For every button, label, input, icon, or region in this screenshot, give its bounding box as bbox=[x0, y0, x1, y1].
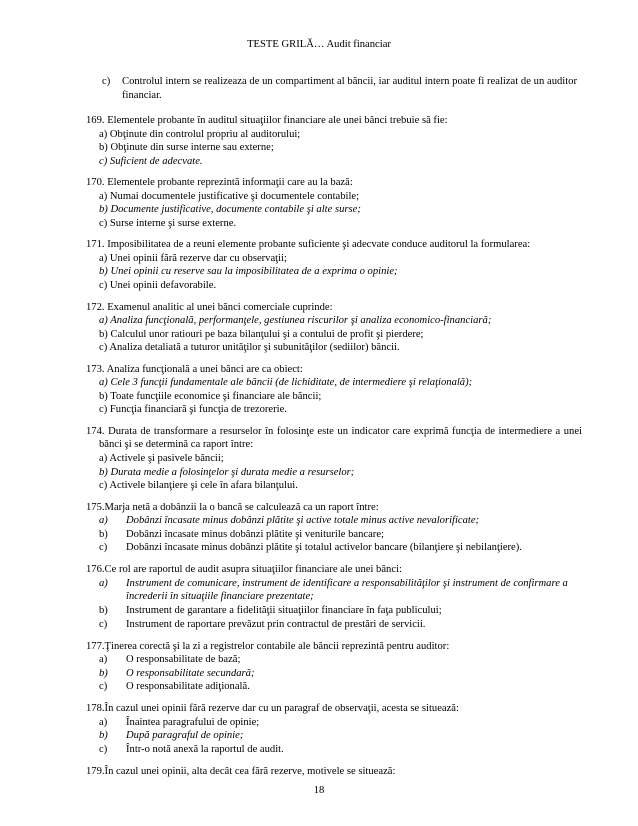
option-label: b) bbox=[99, 730, 108, 742]
question-text: Elementele probante în auditul situaţiilor financiare ale unei bănci trebuie să fie: bbox=[107, 115, 448, 126]
option-label: c) bbox=[99, 743, 108, 755]
question-177 bbox=[86, 640, 582, 694]
option-label: c) bbox=[99, 542, 108, 554]
question-stem bbox=[86, 301, 582, 315]
question-174 bbox=[86, 425, 582, 493]
continued-option bbox=[102, 75, 577, 102]
option-label: a) bbox=[99, 128, 108, 140]
page-number: 18 bbox=[313, 785, 325, 796]
answer-option bbox=[86, 328, 582, 342]
option-label: b) bbox=[99, 266, 108, 278]
answer-option bbox=[86, 604, 582, 618]
question-text: Marja netă a dobânzii la o bancă se calculează ca un raport între: bbox=[104, 501, 379, 513]
option-text: O responsabilitate de bază; bbox=[126, 654, 241, 666]
option-label: b) bbox=[99, 142, 108, 154]
question-179 bbox=[86, 765, 582, 779]
option-label: a) bbox=[99, 252, 108, 264]
question-175 bbox=[86, 501, 582, 555]
question-text: Examenul analitic al unei bănci comerciale cuprinde: bbox=[107, 301, 333, 313]
option-label: a) bbox=[99, 377, 108, 389]
option-label: a) bbox=[99, 515, 108, 527]
answer-option bbox=[86, 667, 582, 681]
question-stem bbox=[86, 702, 582, 716]
question-169 bbox=[86, 114, 582, 168]
answer-option bbox=[86, 203, 582, 217]
answer-option bbox=[86, 279, 582, 293]
answer-option bbox=[86, 314, 582, 328]
question-text: Elementele probante reprezintă informaţii care au la bază: bbox=[107, 177, 353, 189]
option-text: Suficient de adecvate. bbox=[109, 155, 203, 167]
question-stem bbox=[86, 114, 582, 128]
answer-option bbox=[86, 653, 582, 667]
answer-option bbox=[86, 528, 582, 542]
option-text: Funcţia financiară şi funcţia de trezorerie. bbox=[109, 404, 287, 416]
answer-option bbox=[86, 514, 582, 528]
option-text: Obţinute din controlul propriu al auditorului; bbox=[109, 128, 301, 140]
answer-option bbox=[86, 390, 582, 404]
option-label: a) bbox=[99, 315, 108, 327]
question-number: 178. bbox=[86, 703, 105, 715]
question-text: În cazul unei opinii, alta decât cea fără rezerve, motivele se situează: bbox=[104, 765, 396, 777]
answer-option bbox=[86, 376, 582, 390]
option-label: b) bbox=[99, 466, 108, 478]
option-text: Unei opinii defavorabile. bbox=[109, 280, 217, 292]
question-176 bbox=[86, 563, 582, 631]
option-label: c) bbox=[99, 280, 108, 292]
option-label: a) bbox=[99, 654, 108, 666]
option-label: a) bbox=[99, 716, 108, 728]
answer-option bbox=[86, 265, 582, 279]
question-stem bbox=[86, 640, 582, 654]
option-text: Obţinute din surse interne sau externe; bbox=[110, 142, 274, 154]
option-text: Dobânzi încasate minus dobânzi plătite şi active totale minus active nevalorificate; bbox=[126, 515, 480, 527]
question-text: Imposibilitatea de a reuni elemente probante suficiente şi adecvate conduce auditorul la formularea: bbox=[107, 239, 531, 251]
question-170 bbox=[86, 176, 582, 230]
answer-option bbox=[86, 141, 582, 155]
answer-option bbox=[86, 618, 582, 632]
answer-option bbox=[86, 155, 582, 169]
question-number: 173. bbox=[86, 363, 105, 375]
option-text: După paragraful de opinie; bbox=[126, 730, 244, 742]
question-number: 179. bbox=[86, 765, 105, 777]
answer-option bbox=[86, 541, 582, 555]
question-number: 172. bbox=[86, 301, 105, 313]
question-number: 170. bbox=[86, 177, 105, 189]
option-label: b) bbox=[99, 528, 108, 540]
option-label: c) bbox=[99, 618, 108, 630]
option-text: Activele şi pasivele băncii; bbox=[109, 453, 224, 465]
option-label: c) bbox=[99, 155, 108, 167]
answer-option bbox=[86, 252, 582, 266]
question-number: 174. bbox=[86, 425, 105, 437]
question-text: Analiza funcţională a unei bănci are ca obiect: bbox=[106, 363, 303, 375]
option-text: Numai documentele justificative şi documentele contabile; bbox=[109, 190, 360, 202]
option-text: Unei opinii cu reserve sau la imposibilitatea de a exprima o opinie; bbox=[110, 266, 398, 278]
option-label: a) bbox=[99, 190, 108, 202]
answer-option bbox=[86, 466, 582, 480]
option-text: Controlul intern se realizeaza de un compartiment al băncii, iar auditul intern poate fi realizat de un auditor financiar. bbox=[122, 76, 577, 101]
answer-option bbox=[86, 680, 582, 694]
option-label: c) bbox=[99, 342, 108, 354]
option-label: c) bbox=[99, 681, 108, 693]
running-header: TESTE GRILĂ… Audit financiar bbox=[247, 39, 391, 50]
answer-option bbox=[86, 716, 582, 730]
answer-option bbox=[86, 743, 582, 757]
question-number: 169. bbox=[86, 115, 105, 126]
question-172 bbox=[86, 301, 582, 355]
answer-option bbox=[86, 128, 582, 142]
question-173 bbox=[86, 363, 582, 417]
option-text: Instrument de raportare prevăzut prin contractul de prestări de servicii. bbox=[126, 618, 426, 630]
question-text: În cazul unei opinii fără rezerve dar cu un paragraf de observaţii, acesta se situează: bbox=[104, 703, 459, 715]
question-stem bbox=[86, 176, 582, 190]
option-text: Toate funcţiile economice şi financiare ale băncii; bbox=[110, 390, 322, 402]
answer-option bbox=[86, 190, 582, 204]
question-number: 177. bbox=[86, 640, 105, 652]
answer-option bbox=[86, 479, 582, 493]
option-label: c) bbox=[102, 76, 111, 87]
option-text: O responsabilitate secundară; bbox=[126, 667, 255, 679]
option-text: Calculul unor ratiouri pe baza bilanţului şi a contului de profit şi pierdere; bbox=[110, 328, 424, 340]
option-label: b) bbox=[99, 667, 108, 679]
question-178 bbox=[86, 702, 582, 756]
question-171 bbox=[86, 238, 582, 292]
option-text: Instrument de comunicare, instrument de identificare a responsabilităţilor şi instrument de confirmare a încrederii în situaţiile financiare prezentate; bbox=[126, 577, 568, 603]
option-label: c) bbox=[99, 404, 108, 416]
question-stem bbox=[86, 765, 582, 779]
option-text: Instrument de garantare a fidelităţii situaţiilor financiare în faţa publicului; bbox=[126, 605, 442, 616]
option-label: a) bbox=[99, 453, 108, 465]
option-text: Documente justificative, documente contabile şi alte surse; bbox=[110, 204, 361, 216]
option-label: b) bbox=[99, 328, 108, 340]
option-text: Surse interne şi surse externe. bbox=[109, 217, 237, 229]
option-text: Înaintea paragrafului de opinie; bbox=[126, 716, 260, 728]
question-stem bbox=[86, 238, 582, 252]
option-label: c) bbox=[99, 480, 108, 492]
answer-option bbox=[86, 217, 582, 231]
question-number: 176. bbox=[86, 564, 105, 576]
answer-option bbox=[86, 577, 582, 604]
question-list bbox=[86, 114, 582, 787]
option-label: c) bbox=[99, 217, 108, 229]
option-text: Cele 3 funcţii fundamentale ale băncii (de lichiditate, de intermediere şi relaţională); bbox=[110, 377, 473, 389]
answer-option bbox=[86, 729, 582, 743]
question-number: 171. bbox=[86, 239, 105, 251]
option-text: Analiza funcţională, performanţele, gestiunea riscurilor şi analiza economico-financiară; bbox=[110, 315, 492, 327]
question-stem bbox=[86, 563, 582, 577]
option-text: Durata medie a folosinţelor şi durata medie a resurselor; bbox=[110, 466, 355, 478]
option-text: Analiza detaliată a tuturor unităţilor şi subunităţilor (sediilor) băncii. bbox=[109, 342, 400, 354]
option-text: Unei opinii fără rezerve dar cu observaţii; bbox=[109, 252, 287, 264]
option-text: Dobânzi încasate minus dobânzi plătite şi totalul activelor bancare (bilanţiere şi nebilanţiere). bbox=[126, 542, 522, 554]
answer-option bbox=[86, 452, 582, 466]
option-label: a) bbox=[99, 577, 108, 589]
question-stem bbox=[86, 425, 582, 452]
option-text: O responsabilitate adiţională. bbox=[126, 681, 250, 693]
option-text: Dobânzi încasate minus dobânzi plătite şi veniturile bancare; bbox=[126, 528, 384, 540]
option-text: Într-o notă anexă la raportul de audit. bbox=[126, 743, 284, 755]
question-stem bbox=[86, 363, 582, 377]
question-text: Ce rol are raportul de audit asupra situaţiilor financiare ale unei bănci: bbox=[104, 564, 402, 576]
answer-option bbox=[86, 403, 582, 417]
option-label: b) bbox=[99, 204, 108, 216]
question-text: Durata de transformare a resurselor în folosinţe este un indicator care exprimă funcţia de intermediere a unei bănci şi se determină ca raport între: bbox=[99, 425, 582, 451]
option-label: b) bbox=[99, 390, 108, 402]
question-number: 175. bbox=[86, 501, 105, 513]
question-stem bbox=[86, 501, 582, 515]
option-label: b) bbox=[99, 605, 108, 616]
option-text: Activele bilanţiere şi cele în afara bilanţului. bbox=[109, 480, 298, 492]
answer-option bbox=[86, 341, 582, 355]
question-text: Ţinerea corectă şi la zi a registrelor contabile ale băncii reprezintă pentru auditor: bbox=[104, 640, 450, 652]
